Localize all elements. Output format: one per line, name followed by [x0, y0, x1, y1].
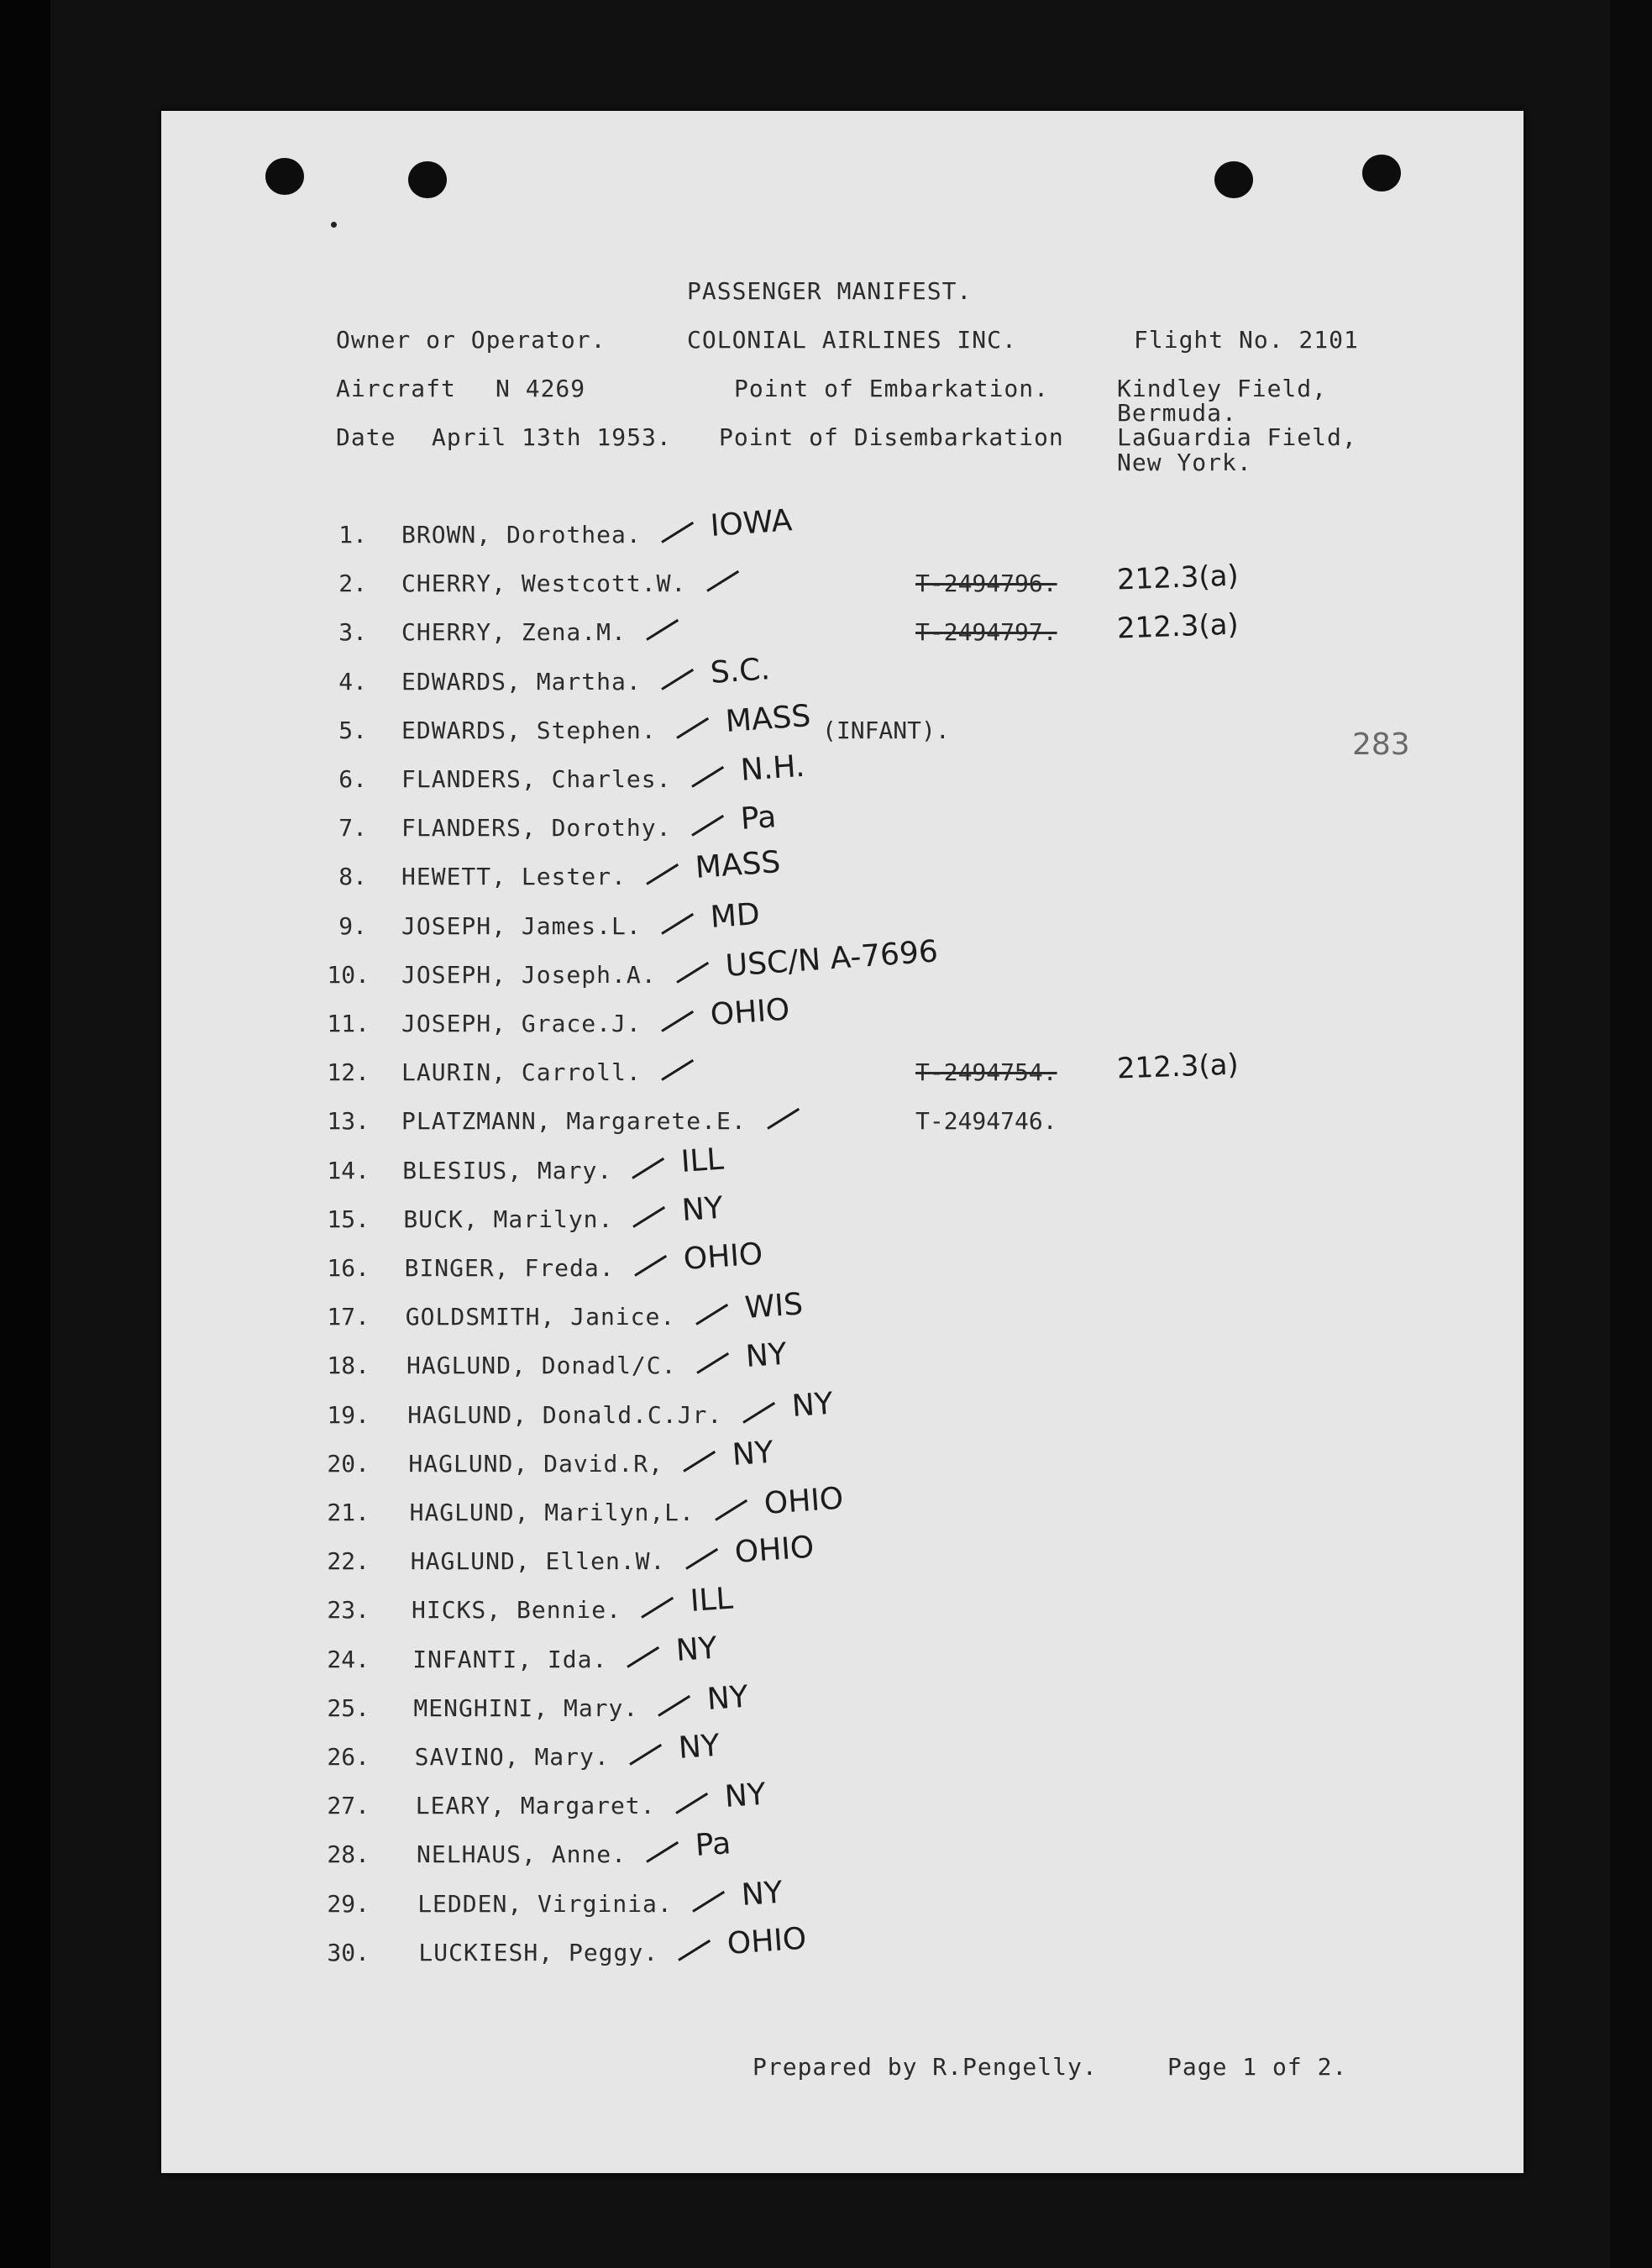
disembarkation-value-line2: New York.	[1117, 449, 1252, 476]
passenger-number: 18.	[327, 1352, 370, 1380]
state-annotation: NY	[731, 1435, 775, 1473]
passenger-number: 14.	[327, 1156, 370, 1184]
state-annotation: NY	[680, 1190, 725, 1228]
passenger-number: 15.	[327, 1205, 370, 1233]
passenger-row	[0, 1728, 1652, 1780]
passenger-number: 28.	[327, 1840, 370, 1869]
state-annotation: NY	[723, 1777, 768, 1815]
passenger-row	[0, 1190, 1652, 1242]
check-mark-icon	[661, 1059, 694, 1081]
check-mark-icon	[691, 815, 724, 837]
check-mark-icon	[661, 522, 694, 543]
passenger-row	[0, 651, 1652, 705]
passenger-row	[0, 1581, 1652, 1633]
state-annotation: NY	[744, 1337, 789, 1375]
date-value: April 13th 1953.	[432, 423, 672, 451]
embarkation-value-line1: Kindley Field,	[1117, 375, 1328, 402]
passenger-row	[0, 1530, 1652, 1584]
passenger-name: HEWETT, Lester.	[401, 863, 627, 891]
check-mark-icon	[634, 1255, 667, 1277]
passenger-row	[0, 1826, 1652, 1877]
passenger-number: 12.	[327, 1058, 370, 1087]
owner-value: COLONIAL AIRLINES INC.	[687, 326, 1017, 354]
check-mark-icon	[767, 1108, 800, 1130]
passenger-row	[0, 1337, 1652, 1389]
state-annotation: S.C.	[709, 651, 772, 690]
punch-hole-icon	[1362, 155, 1401, 192]
passenger-name: BLESIUS, Mary.	[402, 1156, 613, 1184]
passenger-number: 19.	[327, 1400, 370, 1429]
check-mark-icon	[646, 1841, 679, 1863]
check-mark-icon	[685, 1548, 718, 1570]
ticket-number: T-2494796.	[915, 570, 1057, 598]
state-annotation: N.H.	[739, 748, 806, 788]
passenger-row	[0, 698, 1652, 753]
check-mark-icon	[661, 913, 694, 935]
passenger-row	[0, 1679, 1652, 1731]
passenger-number: 16.	[327, 1254, 370, 1282]
state-annotation: Pa	[694, 1826, 732, 1864]
embarkation-value-line2: Bermuda.	[1117, 399, 1237, 427]
check-mark-icon	[706, 570, 739, 592]
check-mark-icon	[679, 1940, 711, 1961]
passenger-number: 6.	[338, 765, 367, 793]
passenger-name: BUCK, Marilyn.	[403, 1205, 614, 1233]
passenger-number: 20.	[327, 1449, 370, 1478]
disembarkation-label: Point of Disembarkation	[719, 423, 1064, 451]
state-annotation: MASS	[694, 845, 782, 886]
check-mark-icon	[676, 962, 709, 984]
passenger-row	[0, 607, 1652, 655]
passenger-name: CHERRY, Westcott.W.	[401, 570, 687, 598]
check-mark-icon	[742, 1402, 775, 1424]
passenger-name: FLANDERS, Dorothy.	[401, 814, 672, 843]
passenger-number: 21.	[327, 1499, 370, 1526]
check-mark-icon	[676, 717, 709, 739]
passenger-name: HAGLUND, Donald.C.Jr.	[407, 1400, 723, 1429]
passenger-number: 29.	[327, 1889, 370, 1918]
check-mark-icon	[627, 1646, 659, 1668]
passenger-name: LEARY, Margaret.	[415, 1792, 656, 1820]
check-mark-icon	[684, 1451, 716, 1473]
check-mark-icon	[691, 766, 724, 788]
check-mark-icon	[675, 1793, 708, 1814]
punch-hole-icon	[408, 161, 447, 198]
passenger-number: 11.	[327, 1010, 370, 1037]
passenger-row	[0, 1236, 1652, 1291]
passenger-number: 2.	[338, 570, 367, 598]
check-mark-icon	[661, 669, 694, 690]
ticket-number: T-2494797.	[915, 618, 1057, 647]
page-title: PASSENGER MANIFEST.	[687, 277, 973, 305]
passenger-number: 9.	[338, 911, 367, 940]
check-mark-icon	[633, 1206, 666, 1228]
passenger-number: 24.	[327, 1645, 370, 1673]
state-annotation: OHIO	[733, 1530, 816, 1571]
check-mark-icon	[646, 619, 679, 641]
aircraft-value: N 4269	[496, 375, 586, 402]
passenger-name: LEDDEN, Virginia.	[417, 1889, 673, 1918]
passenger-name: HAGLUND, Donadl/C.	[406, 1352, 677, 1380]
passenger-number: 26.	[327, 1743, 370, 1771]
section-code-annotation: 212.3(a)	[1116, 559, 1240, 597]
passenger-row	[0, 800, 1652, 851]
prepared-by: Prepared by R.Pengelly.	[753, 2053, 1098, 2081]
state-annotation: NY	[674, 1630, 719, 1668]
passenger-name: JOSEPH, James.L.	[401, 911, 642, 940]
passenger-name: SAVINO, Mary.	[414, 1743, 610, 1771]
passenger-name: GOLDSMITH, Janice.	[405, 1303, 676, 1331]
passenger-row	[0, 1047, 1652, 1095]
passenger-row	[0, 1287, 1652, 1340]
passenger-name: JOSEPH, Joseph.A.	[401, 960, 657, 989]
disembarkation-value-line1: LaGuardia Field,	[1117, 423, 1357, 451]
page-stamp-number: 283	[1352, 727, 1410, 762]
embarkation-label: Point of Embarkation.	[734, 375, 1050, 402]
passenger-row	[0, 503, 1652, 558]
state-annotation: Pa	[739, 800, 778, 837]
passenger-name: CHERRY, Zena.M.	[401, 618, 627, 647]
passenger-row	[0, 1142, 1652, 1194]
passenger-number: 8.	[338, 863, 367, 891]
passenger-name: BROWN, Dorothea.	[401, 521, 642, 549]
state-annotation: OHIO	[709, 992, 791, 1032]
passenger-name: BINGER, Freda.	[404, 1254, 615, 1282]
passenger-name: HAGLUND, Marilyn,L.	[409, 1499, 695, 1526]
passenger-name: LAURIN, Carroll.	[401, 1058, 642, 1087]
passenger-name: EDWARDS, Stephen.	[401, 716, 657, 744]
passenger-row	[0, 1777, 1652, 1829]
passenger-name: NELHAUS, Anne.	[417, 1840, 627, 1869]
ticket-number: T-2494754.	[915, 1058, 1057, 1087]
state-annotation: OHIO	[682, 1236, 764, 1277]
passenger-number: 13.	[327, 1107, 370, 1136]
passenger-row	[0, 934, 1652, 998]
check-mark-icon	[658, 1695, 691, 1717]
infant-note: (INFANT).	[822, 716, 950, 744]
state-annotation: NY	[790, 1386, 835, 1424]
passenger-row	[0, 1107, 1652, 1144]
passenger-name: MENGHINI, Mary.	[413, 1693, 639, 1722]
passenger-row	[0, 1875, 1652, 1927]
state-annotation: IOWA	[709, 503, 794, 543]
check-mark-icon	[715, 1499, 747, 1521]
passenger-row	[0, 559, 1652, 606]
passenger-name: EDWARDS, Martha.	[401, 667, 642, 696]
punch-hole-icon	[265, 158, 304, 195]
passenger-row	[0, 1481, 1652, 1536]
passenger-number: 4.	[338, 667, 367, 696]
paper-speck	[331, 222, 337, 228]
passenger-row	[0, 1921, 1652, 1976]
passenger-number: 7.	[338, 814, 367, 843]
passenger-row	[0, 1435, 1652, 1487]
passenger-row	[0, 1630, 1652, 1683]
passenger-number: 22.	[327, 1547, 370, 1576]
punch-hole-icon	[1214, 161, 1253, 198]
aircraft-label: Aircraft	[336, 375, 456, 402]
ticket-number: T-2494746.	[915, 1107, 1057, 1136]
state-annotation: NY	[740, 1875, 784, 1913]
state-annotation: USC/N A-7696	[724, 934, 940, 984]
flight-number: Flight No. 2101	[1134, 326, 1359, 354]
check-mark-icon	[696, 1352, 729, 1374]
state-annotation: OHIO	[726, 1921, 808, 1961]
state-annotation: ILL	[689, 1581, 735, 1620]
section-code-annotation: 212.3(a)	[1116, 1047, 1240, 1086]
owner-label: Owner or Operator.	[336, 326, 606, 354]
state-annotation: MASS	[724, 698, 812, 739]
check-mark-icon	[661, 1011, 694, 1032]
passenger-name: HICKS, Bennie.	[412, 1596, 622, 1625]
passenger-number: 25.	[327, 1693, 370, 1722]
check-mark-icon	[695, 1304, 728, 1326]
check-mark-icon	[629, 1744, 662, 1766]
state-annotation: ILL	[679, 1142, 726, 1179]
passenger-number: 1.	[338, 521, 367, 549]
state-annotation: NY	[705, 1679, 750, 1717]
passenger-name: LUCKIESH, Peggy.	[418, 1938, 659, 1966]
state-annotation: NY	[677, 1728, 721, 1766]
check-mark-icon	[641, 1597, 674, 1619]
state-annotation: MD	[709, 896, 762, 935]
passenger-number: 5.	[338, 716, 367, 744]
passenger-name: JOSEPH, Grace.J.	[401, 1010, 642, 1037]
section-code-annotation: 212.3(a)	[1116, 607, 1240, 646]
passenger-row	[0, 1386, 1652, 1438]
passenger-number: 30.	[327, 1938, 370, 1966]
passenger-number: 23.	[327, 1596, 370, 1625]
state-annotation: OHIO	[763, 1481, 845, 1521]
passenger-number: 3.	[338, 618, 367, 647]
check-mark-icon	[692, 1891, 725, 1913]
passenger-name: HAGLUND, David.R,	[408, 1449, 663, 1478]
passenger-row	[0, 992, 1652, 1047]
check-mark-icon	[646, 864, 679, 885]
passenger-number: 27.	[327, 1792, 370, 1820]
check-mark-icon	[632, 1158, 664, 1179]
passenger-row	[0, 748, 1652, 802]
passenger-name: HAGLUND, Ellen.W.	[410, 1547, 666, 1576]
passenger-number: 10.	[327, 960, 370, 989]
state-annotation: WIS	[743, 1287, 805, 1326]
page-number: Page 1 of 2.	[1167, 2053, 1348, 2081]
passenger-name: PLATZMANN, Margarete.E.	[401, 1107, 747, 1136]
date-label: Date	[336, 423, 396, 451]
passenger-name: FLANDERS, Charles.	[401, 765, 672, 793]
passenger-row	[0, 845, 1652, 900]
passenger-number: 17.	[327, 1303, 370, 1331]
passenger-name: INFANTI, Ida.	[412, 1645, 608, 1673]
